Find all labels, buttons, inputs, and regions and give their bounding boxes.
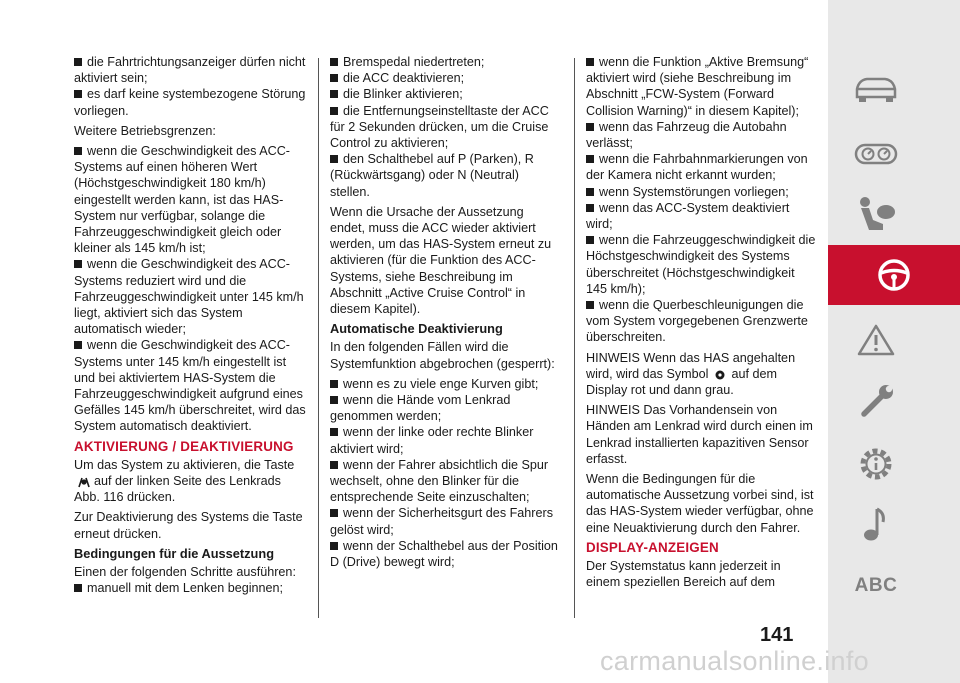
music-icon xyxy=(861,504,891,544)
page-number: 141 xyxy=(760,624,794,646)
bullet-square-icon xyxy=(586,155,594,163)
paragraph: Abb. 116 drücken. xyxy=(74,490,176,505)
bullet-square-icon xyxy=(330,428,338,436)
nav-dashboard[interactable] xyxy=(828,126,924,182)
subheading-suspension: Bedingungen für die Aussetzung xyxy=(74,545,275,561)
bullet-square-icon xyxy=(330,396,338,404)
paragraph: Wenn die Bedingungen für die automatische Aussetzung vorbei sind, ist das HAS-System wieder verfügbar, ohne eine Neuaktivierung durch den Fahrer. xyxy=(586,472,814,535)
paragraph: Weitere Betriebsgrenzen: xyxy=(74,123,216,138)
nav-index[interactable] xyxy=(828,558,924,614)
watermark: carmanualsonline.info xyxy=(600,646,869,676)
bullet-square-icon xyxy=(330,461,338,469)
bullet-item: wenn die Querbeschleunigungen die vom System vorgegebenen Grenzwerte überschreiten. xyxy=(586,298,808,345)
section-heading-activation: AKTIVIERUNG / DEAKTIVIERUNG xyxy=(74,438,294,454)
bullet-square-icon xyxy=(586,188,594,196)
bullet-item: wenn das ACC-System deaktiviert wird; xyxy=(586,200,790,232)
bullet-square-icon xyxy=(74,147,82,155)
bullet-square-icon xyxy=(74,341,82,349)
bullet-item: wenn es zu viele enge Kurven gibt; xyxy=(330,376,562,392)
paragraph: In den folgenden Fällen wird die Systemfunktion abgebrochen (gesperrt): xyxy=(330,340,555,371)
bullet-item: wenn die Fahrbahnmarkierungen von der Kamera nicht erkannt wurden; xyxy=(586,152,808,183)
nav-multimedia[interactable] xyxy=(828,496,924,552)
bullet-square-icon xyxy=(330,74,338,82)
bullet-item: wenn die Geschwindigkeit des ACC-Systems auf einen höheren Wert (Höchstgeschwindigkeit 180 km/h) eingestellt werden kann, ist das HAS-System nur verfügbar, solange die Fahrzeuggeschwindigkeit gleich oder kleiner als 145 km/h ist; xyxy=(74,144,291,256)
column-divider xyxy=(574,58,575,618)
bullet-square-icon xyxy=(330,155,338,163)
car-icon xyxy=(853,75,899,105)
paragraph: Einen der folgenden Schritte ausführen: xyxy=(74,565,296,580)
bullet-item: die ACC deaktivieren; xyxy=(330,70,562,86)
bullet-item: wenn der linke oder rechte Blinker aktiviert wird; xyxy=(330,425,534,456)
paragraph: Um das System zu aktivieren, die Taste auf der linken Seite des Lenkrads xyxy=(74,457,295,489)
bullet-square-icon xyxy=(74,584,82,592)
wrench-icon xyxy=(856,382,896,422)
nav-technical-data[interactable] xyxy=(828,436,924,492)
bullet-square-icon xyxy=(586,236,594,244)
paragraph: Der Systemstatus kann jederzeit in einem speziellen Bereich auf dem xyxy=(586,559,781,590)
steering-wheel-icon xyxy=(877,258,911,292)
bullet-square-icon xyxy=(586,123,594,131)
nav-warnings[interactable] xyxy=(828,312,924,368)
nav-driving-active[interactable] xyxy=(828,245,960,305)
bullet-item: wenn Systemstörungen vorliegen; xyxy=(586,184,818,200)
bullet-item: wenn die Geschwindigkeit des ACC-Systems unter 145 km/h eingestellt ist und bei aktiviertem HAS-System die Fahrzeuggeschwindigkeit aufgrund eines Gefälles 145 km/h überschreitet, wird das System automatisch deaktiviert. xyxy=(74,338,306,434)
paragraph: Wenn die Ursache der Aussetzung endet, muss die ACC wieder aktiviert werden, um das HAS-System erneut zu aktivieren (für die Funktion des ACC-Systems, siehe Beschreibung im Abschnitt „Active Cruise Control“ in diesem Kapitel). xyxy=(330,204,552,317)
paragraph-note: HINWEIS Das Vorhandensein von Händen am Lenkrad wird durch einen im Lenkrad installierten kapazitiven Sensor erfasst. xyxy=(586,403,813,466)
bullet-item: wenn die Funktion „Aktive Bremsung“ aktiviert wird (siehe Beschreibung im Abschnitt „FCW-System (Forward Collision Warning)“ in diesem Kapitel); xyxy=(586,55,809,118)
paragraph: Zur Deaktivierung des Systems die Taste erneut drücken. xyxy=(74,510,303,541)
bullet-square-icon xyxy=(586,301,594,309)
bullet-item: wenn der Schalthebel aus der Position D (Drive) bewegt wird; xyxy=(330,538,558,570)
column-divider xyxy=(318,58,319,618)
bullet-item: die Blinker aktivieren; xyxy=(330,86,562,102)
bullet-item: wenn das Fahrzeug die Autobahn verlässt; xyxy=(586,119,787,151)
text-column-3 xyxy=(586,54,818,591)
settings-icon xyxy=(856,444,896,484)
bullet-item: wenn der Fahrer absichtlich die Spur wechselt, ohne den Blinker für die entsprechende Seite einzuschalten; xyxy=(330,457,549,505)
bullet-item: Bremspedal niedertreten; xyxy=(330,54,562,70)
bullet-item: wenn die Geschwindigkeit des ACC-Systems reduziert wird und die Fahrzeuggeschwindigkeit unter 145 km/h liegt, aktiviert sich das System automatisch wieder; xyxy=(74,257,304,337)
bullet-item: die Entfernungseinstelltaste der ACC für 2 Sekunden drücken, um die Cruise Control zu aktivieren; xyxy=(330,103,549,151)
bullet-square-icon xyxy=(330,58,338,66)
has-button-icon xyxy=(77,476,91,488)
has-symbol-icon xyxy=(715,370,725,380)
bullet-square-icon xyxy=(586,204,594,212)
bullet-square-icon xyxy=(330,509,338,517)
dashboard-icon xyxy=(853,139,899,169)
bullet-square-icon xyxy=(74,260,82,268)
bullet-square-icon xyxy=(330,380,338,388)
airbag-icon xyxy=(853,194,899,234)
bullet-square-icon xyxy=(330,107,338,115)
section-heading-display: DISPLAY-ANZEIGEN xyxy=(586,539,719,555)
bullet-item: wenn die Fahrzeuggeschwindigkeit die Höchstgeschwindigkeit des Systems überschreitet (Höchstgeschwindigkeit 145 km/h); xyxy=(586,233,816,296)
bullet-square-icon xyxy=(74,90,82,98)
text-column-2 xyxy=(330,54,562,570)
bullet-square-icon xyxy=(586,58,594,66)
bullet-item: manuell mit dem Lenken beginnen; xyxy=(74,580,306,596)
paragraph-note: HINWEIS Wenn das HAS angehalten wird, wird das Symbol auf dem Display rot und dann grau. xyxy=(586,350,796,398)
nav-safety[interactable] xyxy=(828,186,924,242)
bullet-square-icon xyxy=(330,542,338,550)
bullet-item: es darf keine systembezogene Störung vorliegen. xyxy=(74,87,306,118)
subheading-auto-deactivation: Automatische Deaktivierung xyxy=(330,321,503,337)
nav-car[interactable] xyxy=(828,62,924,118)
bullet-item: wenn der Sicherheitsgurt des Fahrers gelöst wird; xyxy=(330,506,553,537)
text-column-1 xyxy=(74,54,306,597)
nav-maintenance[interactable] xyxy=(828,374,924,430)
bullet-square-icon xyxy=(330,90,338,98)
bullet-square-icon xyxy=(74,58,82,66)
abc-icon: ABC xyxy=(854,575,898,596)
bullet-item: den Schalthebel auf P (Parken), R (Rückwärtsgang) oder N (Neutral) stellen. xyxy=(330,152,534,199)
bullet-item: die Fahrtrichtungsanzeiger dürfen nicht aktiviert sein; xyxy=(74,55,306,86)
warning-icon xyxy=(857,323,895,357)
bullet-item: wenn die Hände vom Lenkrad genommen werden; xyxy=(330,393,511,424)
